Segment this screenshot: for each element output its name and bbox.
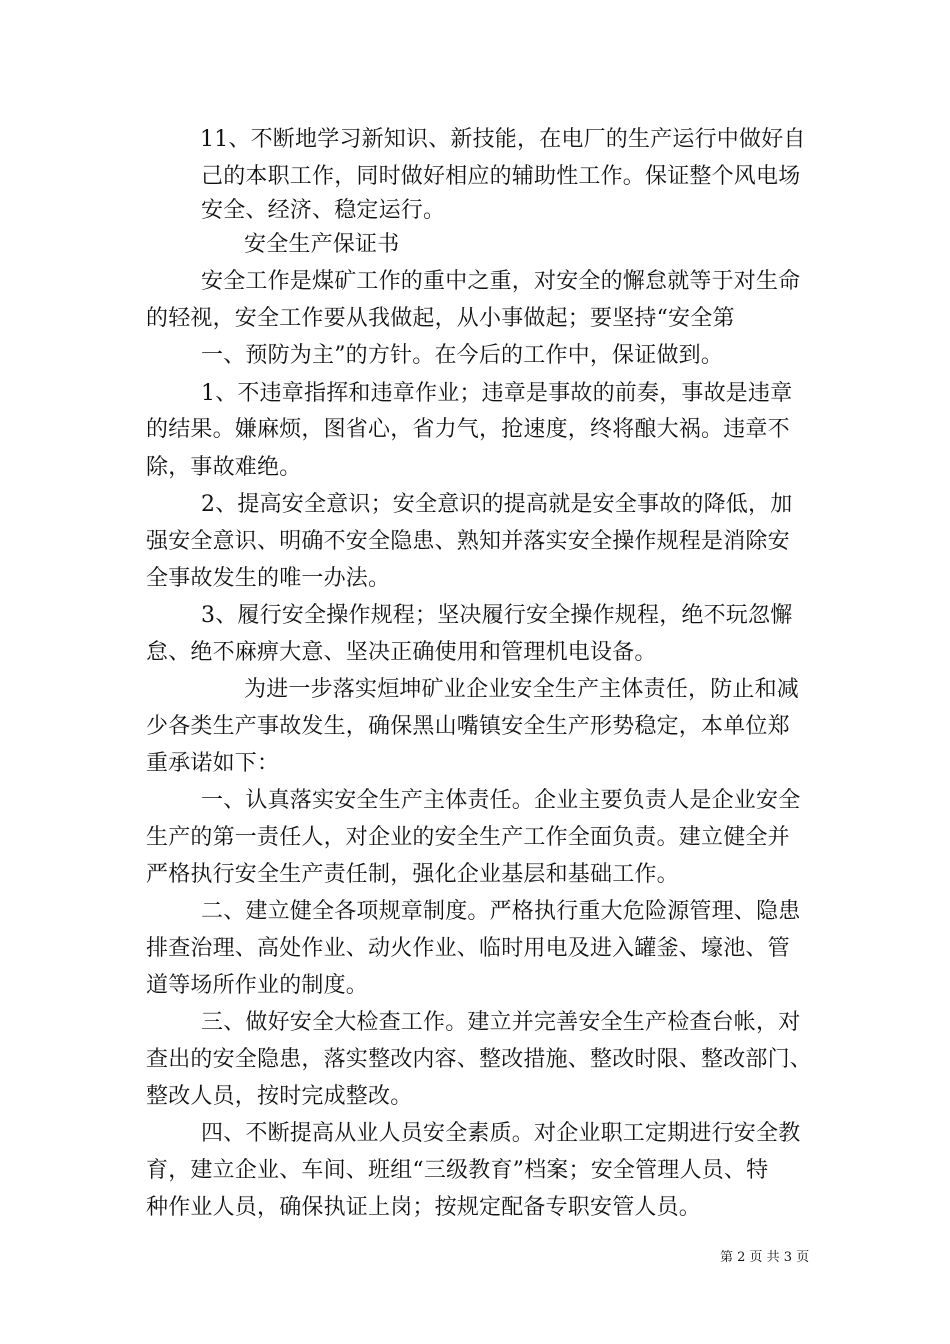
text-line: 三、做好安全大检查工作。建立并完善安全生产检查台帐，对	[201, 1010, 801, 1035]
text-line: 1、不违章指挥和违章作业；违章是事故的前奏，事故是违章	[201, 381, 793, 406]
text-line: 查出的安全隐患，落实整改内容、整改措施、整改时限、整改部门、	[146, 1047, 813, 1072]
text-line: 一、预防为主”的方针。在今后的工作中，保证做到。	[201, 343, 724, 368]
text-line: 2、提高安全意识；安全意识的提高就是安全事故的降低，加	[201, 492, 793, 517]
text-line: 种作业人员，确保执证上岗；按规定配备专职安管人员。	[146, 1195, 702, 1220]
text-line: 11、不断地学习新知识、新技能，在电厂的生产运行中做好自	[200, 127, 806, 152]
text-line: 生产的第一责任人，对企业的安全生产工作全面负责。建立健全并	[146, 825, 790, 850]
text-line: 严格执行安全生产责任制，强化企业基层和基础工作。	[146, 862, 679, 887]
text-line: 排查治理、高处作业、动火作业、临时用电及进入罐釜、壕池、管	[146, 936, 790, 961]
text-line: 的轻视，安全工作要从我做起，从小事做起；要坚持“安全第	[146, 306, 735, 331]
text-line: 强安全意识、明确不安全隐患、熟知并落实安全操作规程是消除安	[146, 529, 790, 554]
text-line: 重承诺如下：	[146, 751, 280, 776]
text-line: 少各类生产事故发生，确保黑山嘴镇安全生产形势稳定，本单位郑	[146, 714, 790, 739]
text-line: 整改人员，按时完成整改。	[146, 1084, 413, 1109]
text-line: 一、认真落实安全生产主体责任。企业主要负责人是企业安全	[201, 788, 801, 813]
text-line: 育，建立企业、车间、班组“三级教育”档案；安全管理人员、特	[146, 1158, 769, 1183]
text-line: 全事故发生的唯一办法。	[146, 566, 391, 591]
text-line: 二、建立健全各项规章制度。严格执行重大危险源管理、隐患	[201, 899, 801, 924]
text-line: 的结果。嫌麻烦，图省心，省力气，抢速度，终将酿大祸。违章不	[146, 417, 790, 442]
text-line: 安全工作是煤矿工作的重中之重，对安全的懈怠就等于对生命	[201, 269, 801, 294]
text-line: 3、履行安全操作规程；坚决履行安全操作规程，绝不玩忽懈	[201, 603, 793, 628]
section-title: 安全生产保证书	[244, 232, 400, 257]
page-number: 第 2 页 共 3 页	[720, 1250, 810, 1265]
text-line: 四、不断提高从业人员安全素质。对企业职工定期进行安全教	[201, 1121, 801, 1146]
text-line: 除，事故难绝。	[146, 455, 302, 480]
text-line: 安全、经济、稳定运行。	[201, 198, 446, 223]
text-line: 己的本职工作，同时做好相应的辅助性工作。保证整个风电场	[201, 164, 801, 189]
text-line: 怠、绝不麻痹大意、坚决正确使用和管理机电设备。	[146, 640, 657, 665]
text-line: 道等场所作业的制度。	[146, 973, 369, 998]
text-line: 为进一步落实烜坤矿业企业安全生产主体责任，防止和减	[244, 677, 800, 702]
